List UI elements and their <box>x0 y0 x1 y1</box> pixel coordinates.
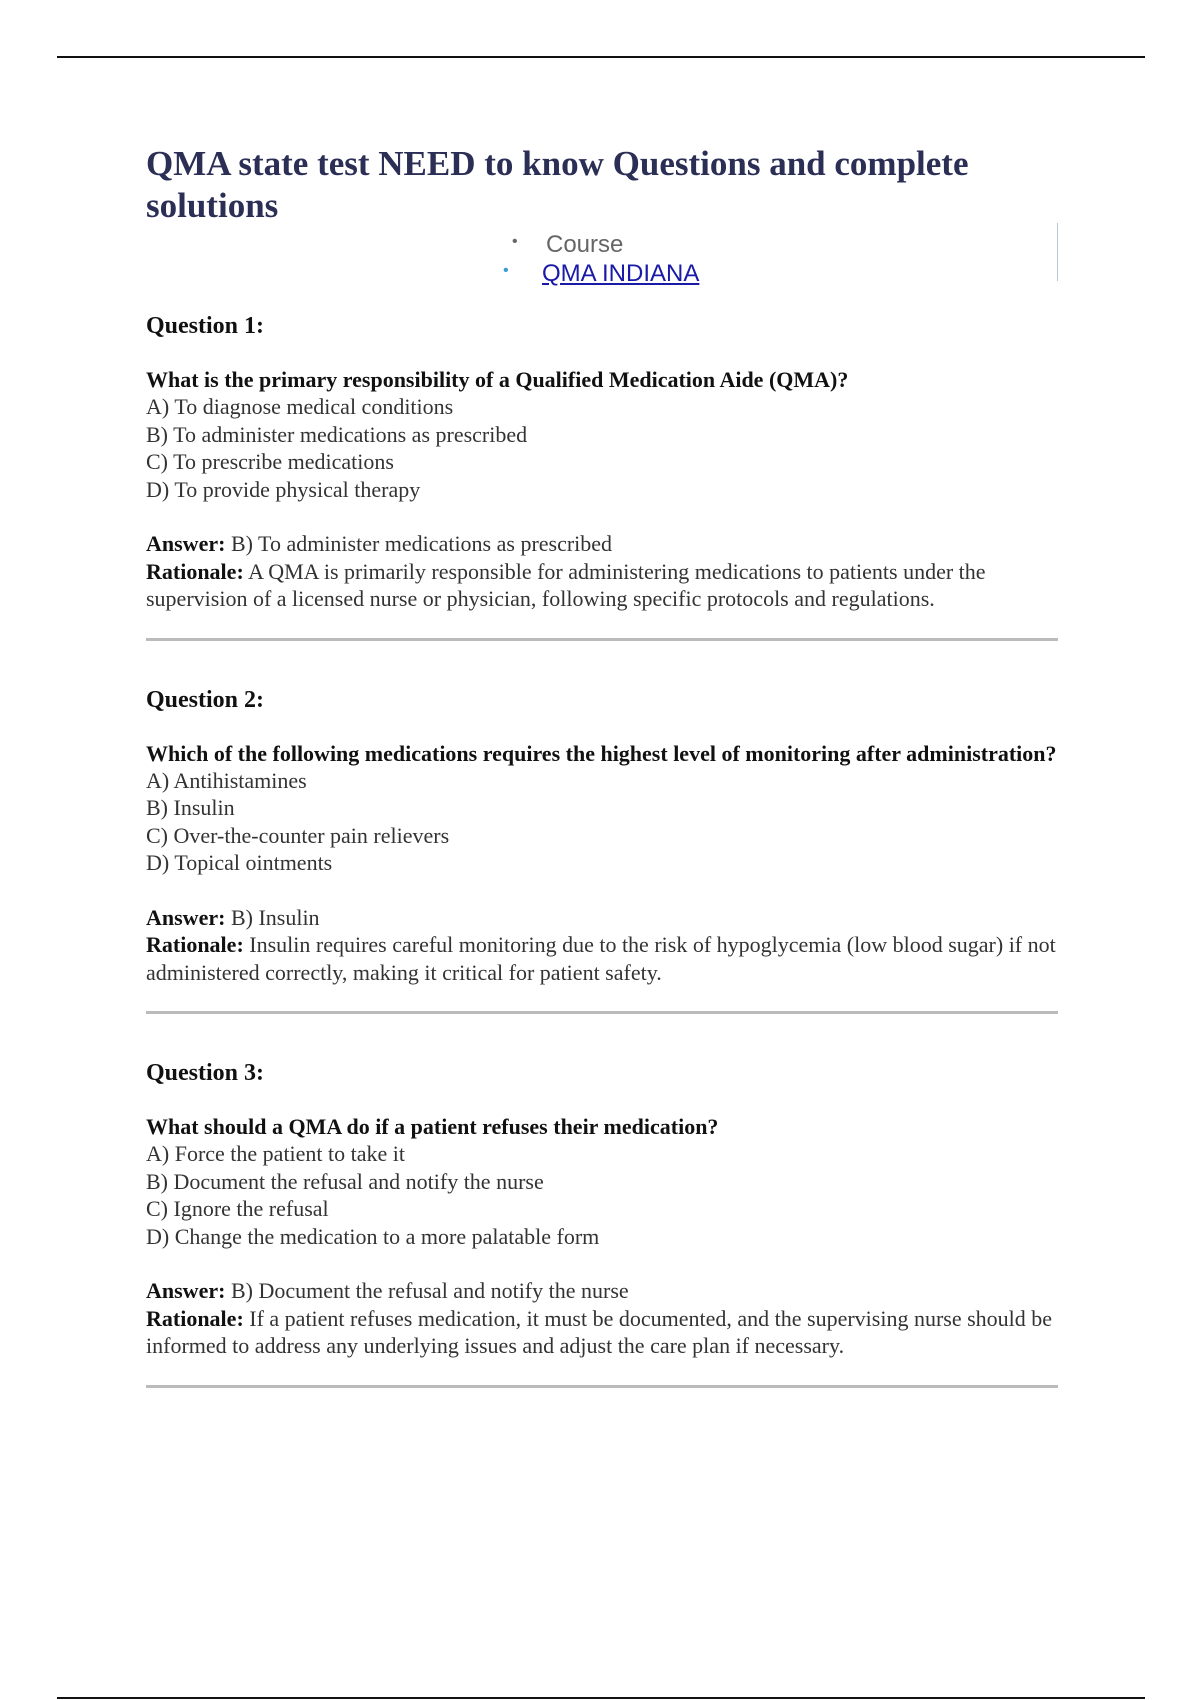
rationale-text: Insulin requires careful monitoring due to the risk of hypoglycemia (low blood sugar) if not administered correctly, making it critical for patient safety. <box>146 932 1056 985</box>
bullet-icon: • <box>503 262 509 279</box>
answer-option: D) Change the medication to a more palatable form <box>146 1223 600 1249</box>
answer-option: A) Force the patient to take it <box>146 1141 406 1166</box>
question-heading: Question 2: <box>146 686 265 713</box>
rationale-text: If a patient refuses medication, it must be documented, and the supervising nurse should be informed to address any underlying issues and adjust the care plan if necessary. <box>146 1305 1053 1358</box>
answer-option: A) To diagnose medical conditions <box>146 394 454 419</box>
separator <box>146 1385 1058 1388</box>
question-block <box>146 685 1058 1015</box>
rationale-line <box>146 558 1058 613</box>
rationale-line <box>146 931 1058 986</box>
answer-option: B) Document the refusal and notify the nurse <box>146 1168 544 1194</box>
course-meta <box>146 231 1058 295</box>
answer-line <box>146 904 1058 932</box>
answer-label: Answer: <box>146 1278 226 1303</box>
question-heading: Question 1: <box>146 313 265 339</box>
page-bottom-rule <box>57 1697 1145 1699</box>
answer-option: B) Insulin <box>146 795 235 820</box>
answer-text: B) Document the refusal and notify the nurse <box>230 1278 629 1303</box>
rationale-label: Rationale: <box>146 558 244 584</box>
question-heading: Question 3: <box>146 1060 265 1086</box>
rationale-label: Rationale: <box>146 932 244 957</box>
question-block <box>146 311 1058 641</box>
answer-option: C) Over-the-counter pain relievers <box>146 822 450 848</box>
course-link[interactable]: QMA INDIANA <box>542 260 700 287</box>
course-label: • Course <box>546 231 623 259</box>
page-top-rule <box>57 56 1145 58</box>
rationale-line <box>146 1305 1058 1360</box>
question-text: Which of the following medications requires the highest level of monitoring after administration? <box>146 740 1057 766</box>
answer-label: Answer: <box>146 904 226 930</box>
answer-line <box>146 530 1058 558</box>
separator <box>146 1011 1058 1014</box>
answer-label: Answer: <box>146 531 226 556</box>
question-text: What is the primary responsibility of a Qualified Medication Aide (QMA)? <box>146 367 849 392</box>
answer-option: C) To prescribe medications <box>146 449 394 474</box>
answer-option: C) Ignore the refusal <box>146 1196 329 1221</box>
answer-option: A) Antihistamines <box>146 767 307 793</box>
question-text: What should a QMA do if a patient refuses their medication? <box>146 1114 719 1139</box>
document-title: QMA state test NEED to know Questions and complete solutions <box>146 144 969 225</box>
document-body <box>146 143 1058 1432</box>
answer-option: D) To provide physical therapy <box>146 476 421 502</box>
answer-option: B) To administer medications as prescribed <box>146 421 528 447</box>
separator <box>146 638 1058 641</box>
answer-option: D) Topical ointments <box>146 850 333 875</box>
rationale-label: Rationale: <box>146 1305 244 1331</box>
divider <box>1057 223 1058 281</box>
answer-text: B) Insulin <box>230 904 320 930</box>
answer-line <box>146 1277 1058 1305</box>
rationale-text: A QMA is primarily responsible for administering medications to patients under the supervision of a licensed nurse or physician, following specific protocols and regulations. <box>146 558 986 611</box>
question-block <box>146 1058 1058 1388</box>
answer-text: B) To administer medications as prescribed <box>230 531 613 556</box>
